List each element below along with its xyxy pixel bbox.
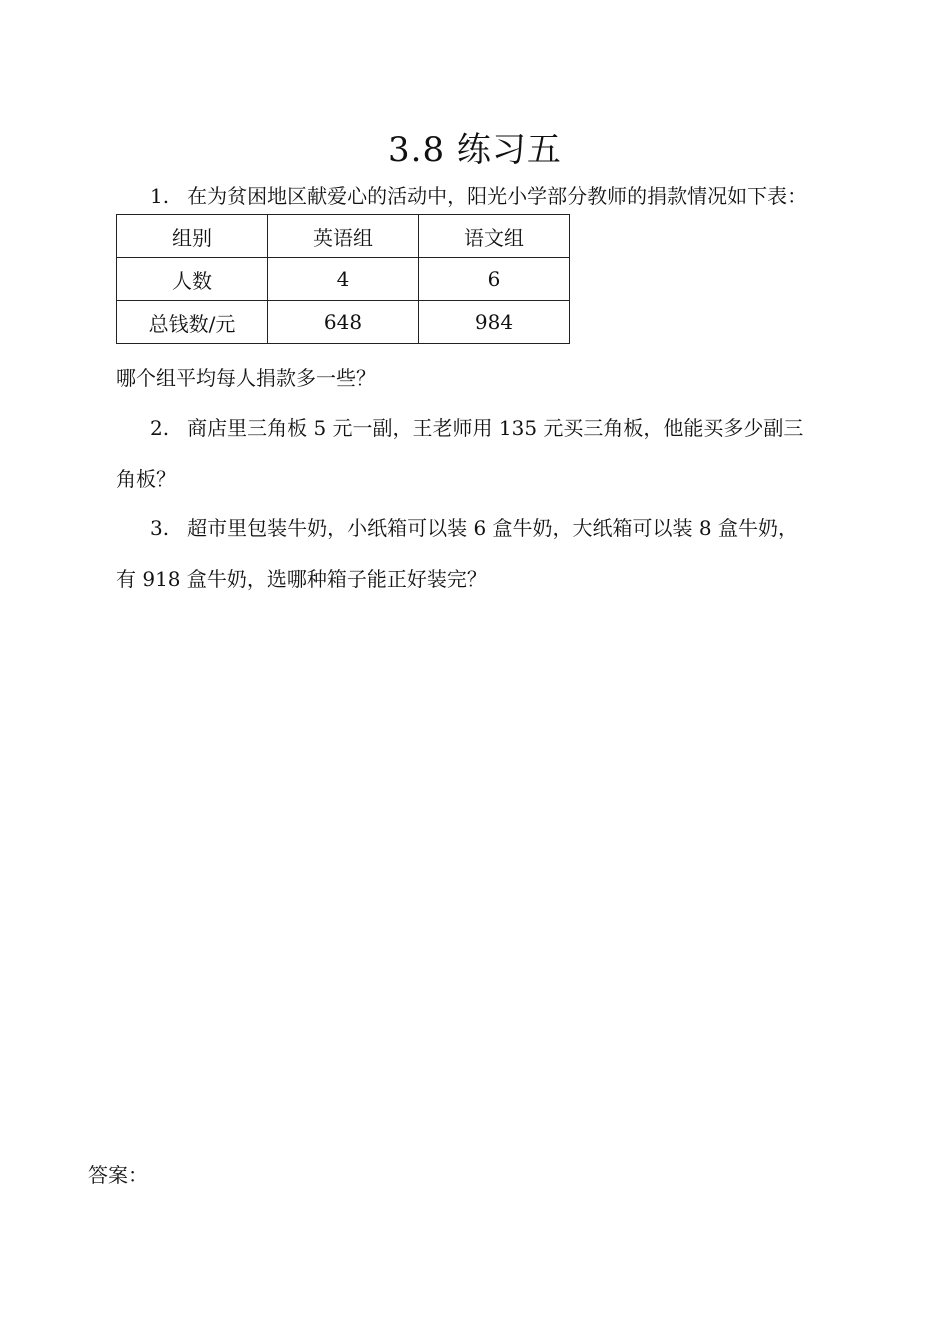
table-cell: 总钱数/元 [117, 301, 268, 344]
question-3-line2: 有 918 盒牛奶，选哪种箱子能正好装完？ [116, 567, 487, 591]
question-2-line2: 角板？ [116, 467, 176, 491]
table-cell: 6 [419, 258, 570, 301]
question-1 [150, 180, 807, 209]
question-3-line1: 超市里包装牛奶，小纸箱可以装 6 盒牛奶，大纸箱可以装 8 盒牛奶， [187, 516, 798, 540]
table-row [117, 258, 570, 301]
table-cell: 语文组 [419, 215, 570, 258]
question-3 [150, 512, 798, 541]
table-cell: 4 [268, 258, 419, 301]
question-1-text: 在为贫困地区献爱心的活动中，阳光小学部分教师的捐款情况如下表： [187, 184, 808, 208]
table-row [117, 301, 570, 344]
table-cell: 984 [419, 301, 570, 344]
question-1-question: 哪个组平均每人捐款多一些？ [116, 366, 376, 390]
question-2 [150, 412, 803, 441]
page-title: 3.8 练习五 [388, 130, 562, 170]
question-3-number: 3. [150, 516, 170, 540]
table-row [117, 215, 570, 258]
question-2-number: 2. [150, 416, 170, 440]
answer-label: 答案： [88, 1163, 148, 1187]
table-cell: 人数 [117, 258, 268, 301]
table-cell: 组别 [117, 215, 268, 258]
table-cell: 648 [268, 301, 419, 344]
donation-table [116, 214, 570, 344]
table-cell: 英语组 [268, 215, 419, 258]
question-1-number: 1. [150, 184, 170, 208]
question-2-line1: 商店里三角板 5 元一副，王老师用 135 元买三角板，他能买多少副三 [187, 416, 804, 440]
